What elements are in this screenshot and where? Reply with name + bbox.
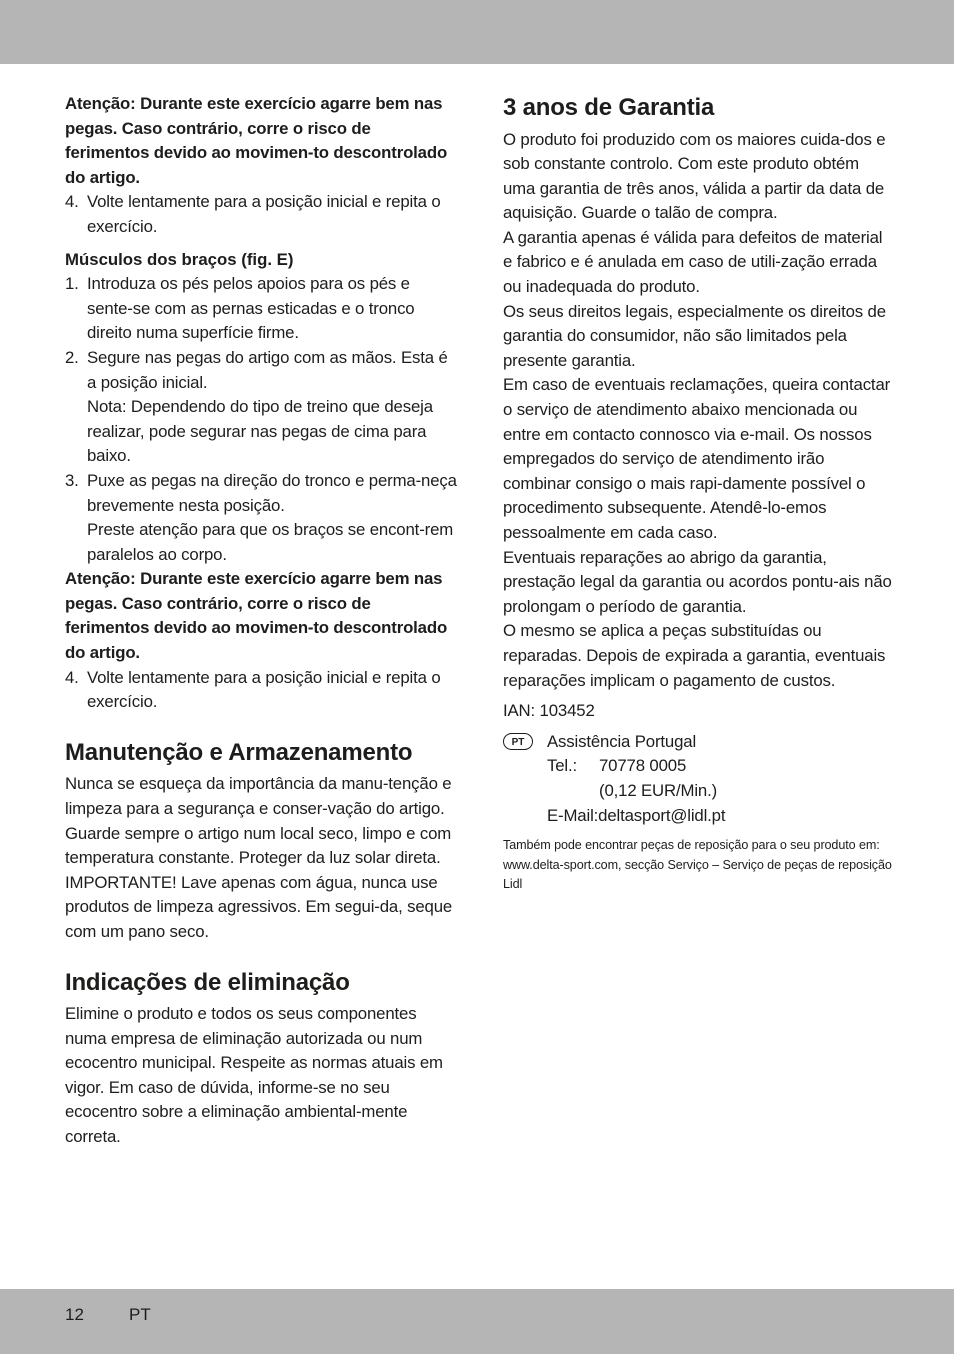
list-number: 4. bbox=[65, 192, 79, 212]
list-text: Volte lentamente para a posição inicial e repita o exercício. bbox=[87, 667, 441, 712]
maintenance-heading: Manutenção e Armazenamento bbox=[65, 738, 413, 766]
paragraph: Em caso de eventuais reclamações, queira contactar o serviço de atendimento abaixo mencionada ou entre em contacto connosco via e-mail. Os nossos empregados do serviço de atendimento irão combinar consigo o mais rapi-damente possível o procedimento subsequente. Atendê-lo-emos pessoalmente em cada caso. bbox=[503, 375, 891, 542]
paragraph: O mesmo se aplica a peças substituídas ou reparadas. Depois de expirada a garantia, eventuais reparações implicam o pagamento de custos. bbox=[503, 621, 886, 690]
paragraph: IMPORTANTE! Lave apenas com água, nunca use produtos de limpeza agressivos. Em segui-da, seque com um pano seco. bbox=[65, 872, 453, 941]
language-code: PT bbox=[129, 1305, 151, 1324]
list-item bbox=[65, 190, 457, 239]
paragraph: Eventuais reparações ao abrigo da garantia, prestação legal da garantia ou acordos pontu-ais não prolongam o período de garantia. bbox=[503, 547, 892, 616]
page-number: 12 bbox=[65, 1305, 84, 1324]
paragraph: Guarde sempre o artigo num local seco, limpo e com temperatura constante. Proteger da luz solar direta. bbox=[65, 823, 452, 868]
warning-text: Atenção: Durante este exercício agarre bem nas pegas. Caso contrário, corre o risco de ferimentos devido ao movimen-to descontrolado do artigo. bbox=[65, 94, 448, 187]
paragraph: O produto foi produzido com os maiores cuida-dos e sob constante controlo. Com este produto obtém uma garantia de três anos, válida a partir da data de aquisição. Guarde o talão de compra. bbox=[503, 129, 886, 223]
tel-price: (0,12 EUR/Min.) bbox=[599, 780, 718, 800]
list-item bbox=[65, 272, 457, 346]
right-column bbox=[503, 92, 895, 907]
list-item bbox=[65, 346, 457, 395]
list-text: Segure nas pegas do artigo com as mãos. Esta é a posição inicial. bbox=[87, 347, 448, 392]
country-badge: PT bbox=[503, 733, 533, 750]
service-name: Assistência Portugal bbox=[547, 731, 697, 751]
list-number: 3. bbox=[65, 470, 79, 490]
paragraph: Elimine o produto e todos os seus componentes numa empresa de eliminação autorizada ou num ecocentro municipal. Respeite as normas atuais em vigor. Em caso de dúvida, informe-se no seu ecocentro sobre a eliminação ambiental-mente correta. bbox=[65, 1004, 443, 1146]
list-text: Puxe as pegas na direção do tronco e perma-neça brevemente nesta posição. bbox=[87, 470, 457, 515]
header-bar bbox=[0, 0, 954, 64]
spare-parts-note: Também pode encontrar peças de reposição para o seu produto em: www.delta-sport.com, secção Serviço – Serviço de peças de reposição Lidl bbox=[503, 838, 892, 892]
list-number: 4. bbox=[65, 667, 79, 687]
paragraph: Os seus direitos legais, especialmente os direitos de garantia do consumidor, não são limitados pela presente garantia. bbox=[503, 301, 886, 370]
section-subheading: Músculos dos braços (fig. E) bbox=[65, 249, 294, 269]
list-number: 1. bbox=[65, 274, 79, 294]
left-column bbox=[65, 92, 457, 1150]
disposal-heading: Indicações de eliminação bbox=[65, 968, 350, 996]
service-contact bbox=[503, 730, 895, 828]
warning-text: Atenção: Durante este exercício agarre bem nas pegas. Caso contrário, corre o risco de ferimentos devido ao movimen-to descontrolado do artigo. bbox=[65, 569, 448, 663]
service-email: E-Mail:deltasport@lidl.pt bbox=[547, 805, 726, 825]
list-note: Preste atenção para que os braços se encont-rem paralelos ao corpo. bbox=[87, 520, 454, 564]
warranty-heading: 3 anos de Garantia bbox=[503, 94, 715, 121]
tel-number: 70778 0005 bbox=[599, 756, 687, 776]
list-item bbox=[65, 666, 457, 715]
list-number: 2. bbox=[65, 347, 79, 367]
list-note: Nota: Dependendo do tipo de treino que deseja realizar, pode segurar nas pegas de cima para baixo. bbox=[87, 397, 433, 466]
tel-label: Tel.: bbox=[547, 756, 578, 776]
list-item bbox=[65, 469, 457, 518]
ian-number: IAN: 103452 bbox=[503, 701, 595, 721]
list-text: Volte lentamente para a posição inicial e repita o exercício. bbox=[87, 192, 441, 236]
paragraph: Nunca se esqueça da importância da manu-tenção e limpeza para a segurança e conser-vação do artigo. bbox=[65, 774, 452, 818]
paragraph: A garantia apenas é válida para defeitos de material e fabrico e é anulada em caso de utili-zação errada ou inadequada do produto. bbox=[503, 227, 883, 297]
list-text: Introduza os pés pelos apoios para os pés e sente-se com as pernas esticadas e o tronco direito numa superfície firme. bbox=[87, 274, 415, 343]
